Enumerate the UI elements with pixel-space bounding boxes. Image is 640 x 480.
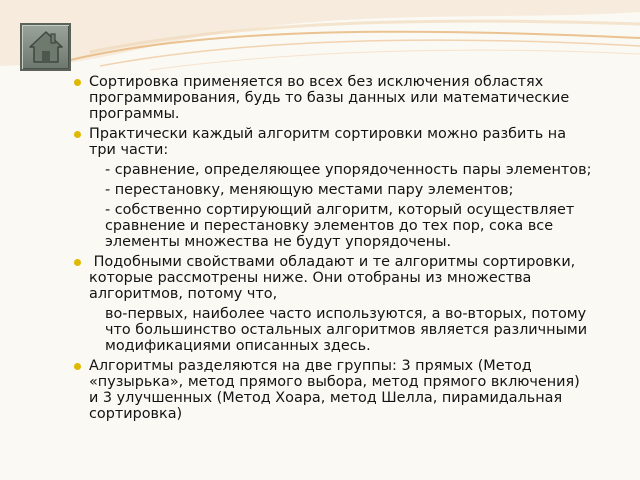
bullet-continuation: во-первых, наиболее часто используются, а во-вторых, потому что большинство остальных алгоритмов является различными модификациями описанных здесь. bbox=[105, 306, 588, 354]
home-icon bbox=[28, 30, 64, 64]
bullet-item bbox=[73, 74, 593, 122]
bullet-text: Алгоритмы разделяются на две группы: 3 прямых (Метод «пузырька», метод прямого выбора, метод прямого включения) и 3 улучшенных (Метод Хоара, метод Шелла, пирамидальная сортировка) bbox=[89, 358, 580, 422]
bullet-item bbox=[73, 358, 593, 422]
header-swoosh-decoration bbox=[0, 0, 640, 72]
bullet-continuation: - сравнение, определяющее упорядоченность пары элементов; bbox=[105, 162, 592, 178]
bullet-text: Сортировка применяется во всех без исключения областях программирования, будь то базы данных или математические программы. bbox=[89, 74, 570, 122]
bullet-continuation: - собственно сортирующий алгоритм, который осуществляет сравнение и перестановку элементов до тех пор, сока все элементы множества не будут упорядочены. bbox=[105, 202, 575, 250]
home-button[interactable] bbox=[20, 23, 71, 71]
slide-body bbox=[73, 74, 593, 426]
bullet-item bbox=[73, 126, 593, 250]
bullet-text: Подобными свойствами обладают и те алгоритмы сортировки, которые рассмотрены ниже. Они отобраны из множества алгоритмов, потому что, bbox=[89, 254, 580, 302]
bullet-continuation: - перестановку, меняющую местами пару элементов; bbox=[105, 182, 514, 198]
bullet-text: Практически каждый алгоритм сортировки можно разбить на три части: bbox=[89, 126, 567, 158]
bullet-item bbox=[73, 254, 593, 354]
